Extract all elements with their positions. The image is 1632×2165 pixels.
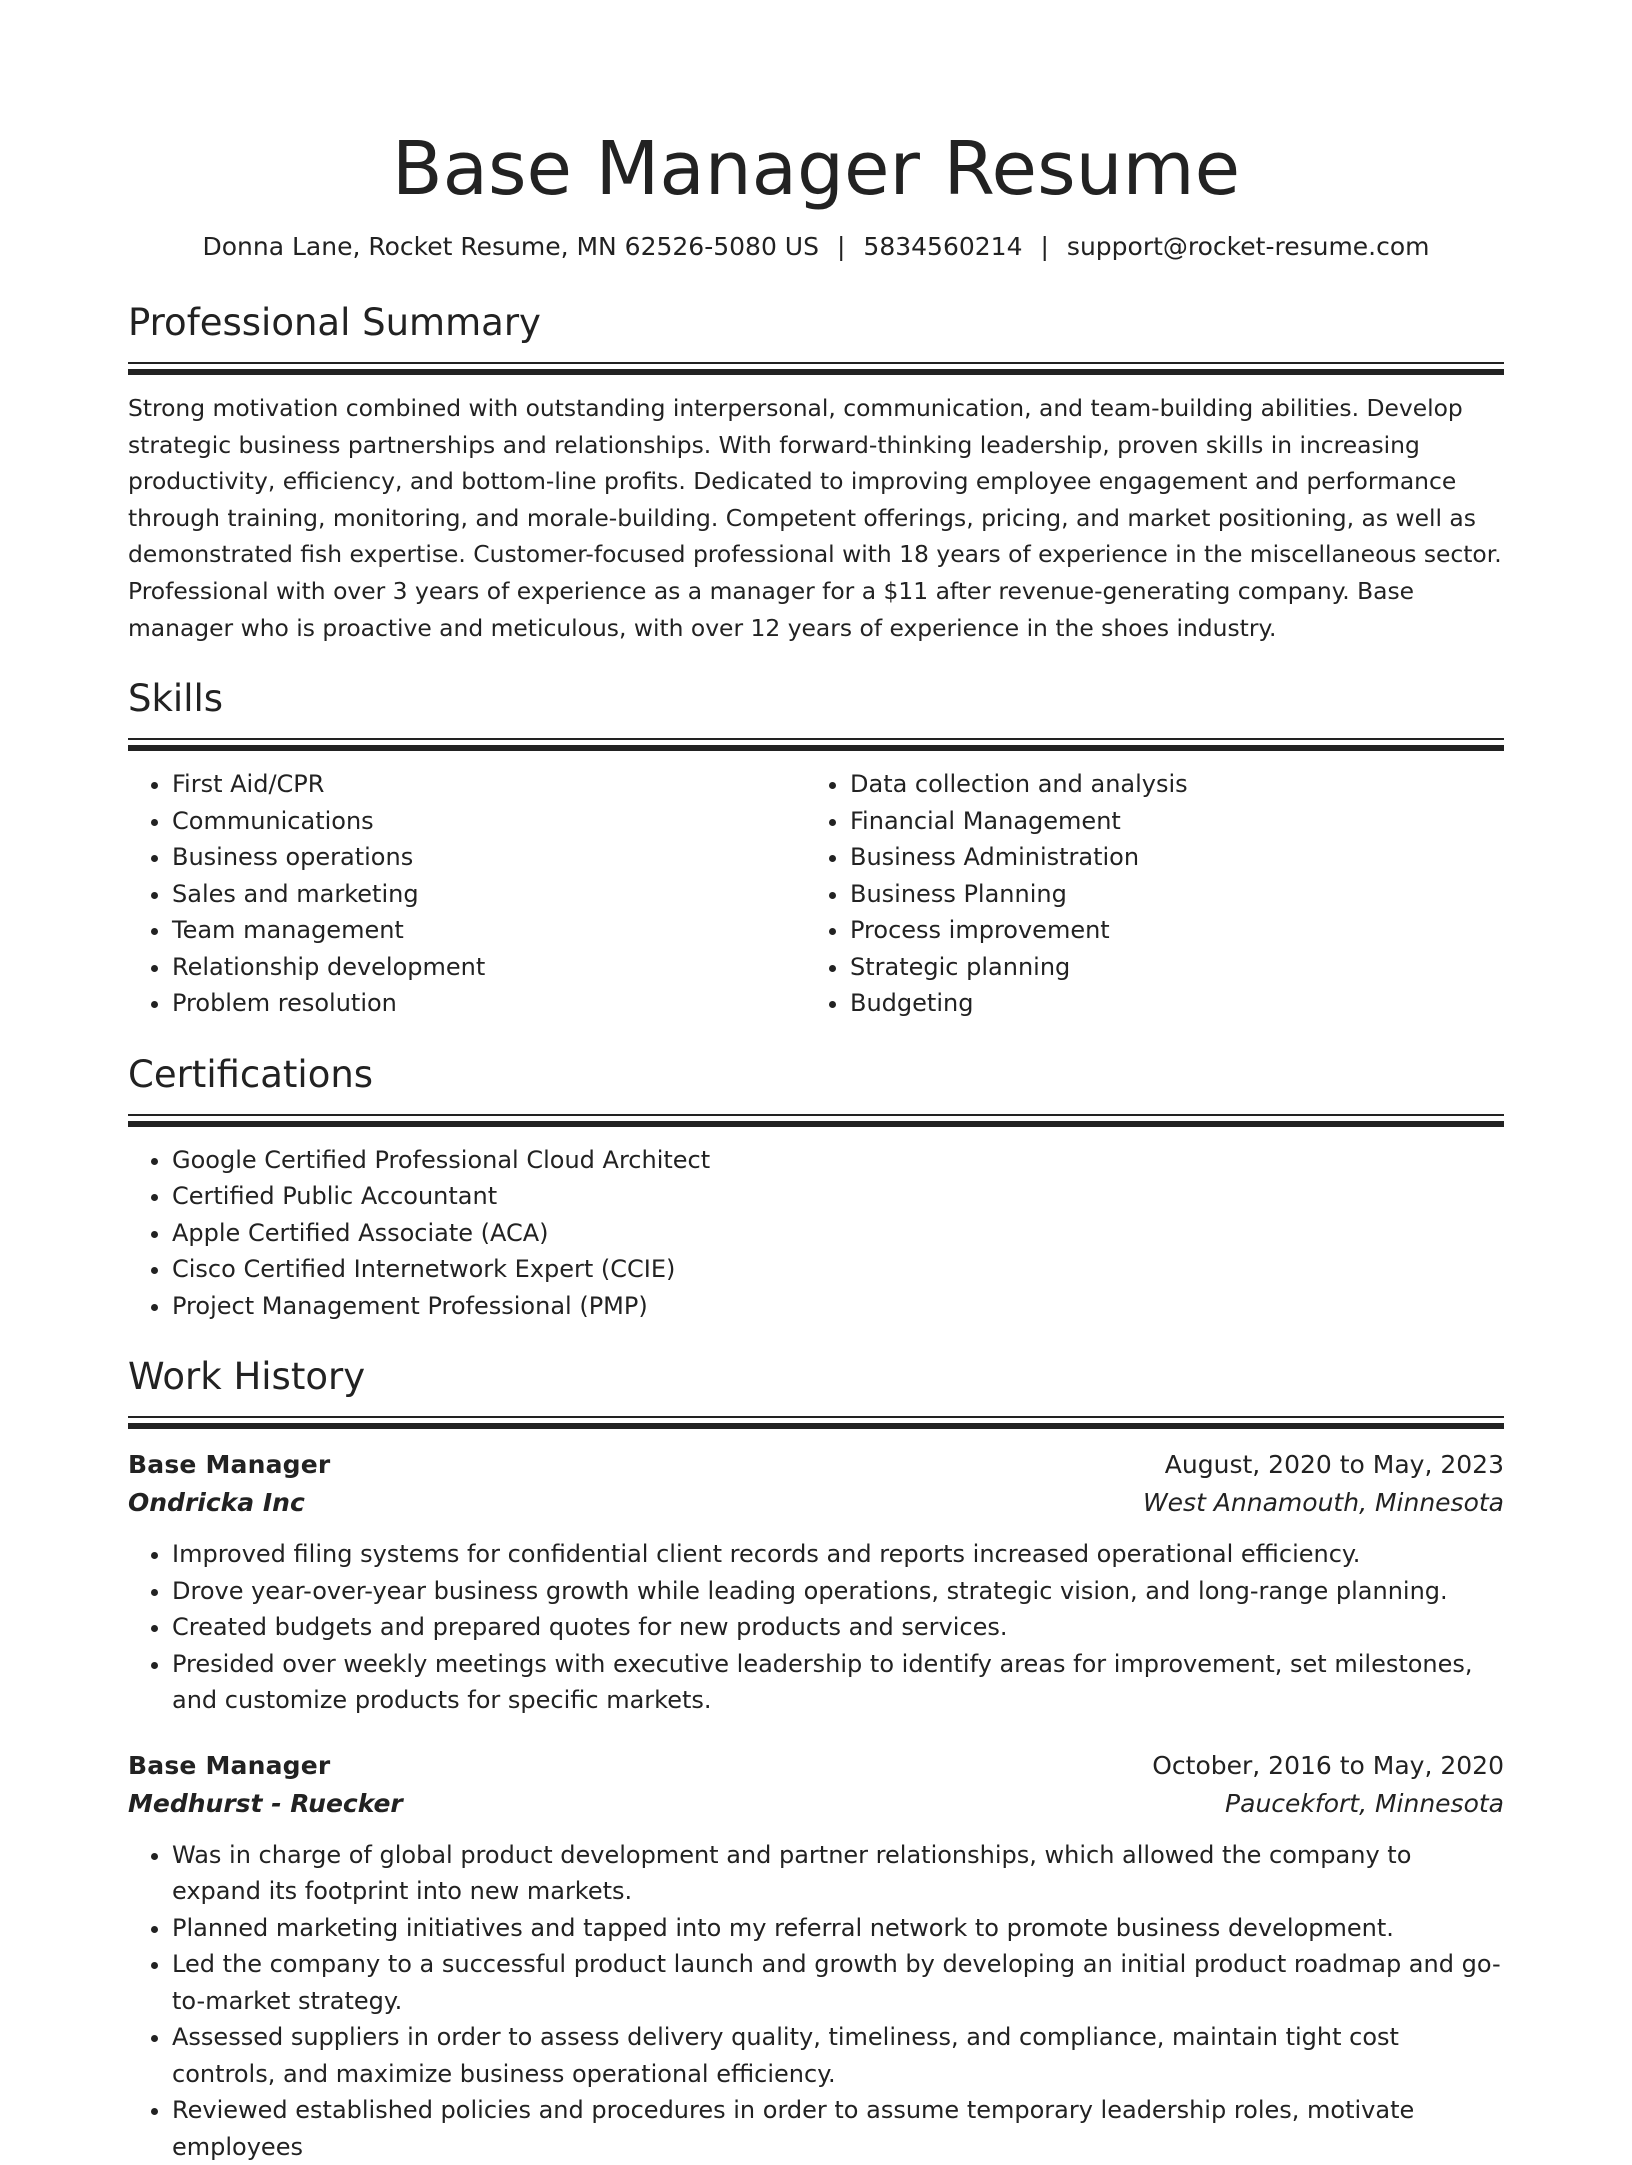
contact-phone: 5834560214 (863, 232, 1023, 261)
list-item: • Cisco Certified Internetwork Expert (CCIE) (172, 1251, 1504, 1288)
skills-list-left (128, 766, 806, 1022)
list-item: • Drove year-over-year business growth while leading operations, strategic vision, and long-range planning. (172, 1573, 1504, 1610)
list-item: • Improved filing systems for confidential client records and reports increased operational efficiency. (172, 1536, 1504, 1573)
list-item: • Problem resolution (172, 985, 806, 1022)
work-history-section (128, 1352, 1504, 2165)
section-divider (128, 1416, 1504, 1434)
list-item: • Business Planning (850, 876, 1484, 913)
certifications-list (128, 1142, 1504, 1325)
list-item: • Certified Public Accountant (172, 1178, 1504, 1215)
job-header-row (128, 1747, 1504, 1785)
job-title: Base Manager (128, 1750, 331, 1780)
resume-page (128, 0, 1504, 2165)
list-item: • Project Management Professional (PMP) (172, 1288, 1504, 1325)
list-item: • Sales and marketing (172, 876, 806, 913)
list-item: • Process improvement (850, 912, 1484, 949)
job-company-row (128, 1785, 1504, 1823)
job-company-row (128, 1484, 1504, 1522)
section-divider (128, 738, 1504, 756)
list-item: • Assessed suppliers in order to assess delivery quality, timeliness, and compliance, maintain tight cost controls, and maximize business operational efficiency. (172, 2019, 1504, 2092)
contact-location: Donna Lane, Rocket Resume, MN 62526-5080 US (202, 232, 819, 261)
list-item: • Communications (172, 803, 806, 840)
list-item: • Created budgets and prepared quotes for new products and services. (172, 1609, 1504, 1646)
job-company: Ondricka Inc (128, 1488, 305, 1518)
contact-line (128, 230, 1504, 264)
summary-heading: Professional Summary (128, 301, 541, 344)
contact-separator: | (836, 232, 846, 261)
job-title: Base Manager (128, 1450, 331, 1480)
list-item: • Business operations (172, 839, 806, 876)
job-header-row (128, 1446, 1504, 1484)
list-item: • Planned marketing initiatives and tapped into my referral network to promote business development. (172, 1910, 1504, 1947)
job-location: Paucekfort, Minnesota (1225, 1788, 1504, 1818)
contact-separator: | (1040, 232, 1049, 261)
job-company: Medhurst - Ruecker (128, 1788, 403, 1818)
list-item: • Google Certified Professional Cloud Architect (172, 1142, 1504, 1179)
job-location: West Annamouth, Minnesota (1142, 1488, 1504, 1518)
job-bullets (128, 1536, 1504, 1719)
job-entry (128, 1446, 1504, 1719)
list-item: • Business Administration (850, 839, 1484, 876)
list-item: • Data collection and analysis (850, 766, 1484, 803)
list-item: • Reviewed established policies and procedures in order to assume temporary leadership roles, motivate employees (172, 2092, 1504, 2165)
work-history-heading: Work History (128, 1355, 366, 1399)
list-item: • Was in charge of global product development and partner relationships, which allowed the company to expand its footprint into new markets. (172, 1837, 1504, 1910)
list-item: • Strategic planning (850, 949, 1484, 986)
section-divider (128, 362, 1504, 380)
skills-list-right (806, 766, 1484, 1022)
list-item: • Presided over weekly meetings with executive leadership to identify areas for improvement, set milestones, and customize products for specific markets. (172, 1646, 1504, 1719)
contact-email: support@rocket-resume.com (1066, 232, 1430, 261)
skills-heading: Skills (128, 677, 224, 721)
summary-text: Strong motivation combined with outstanding interpersonal, communication, and team-building abilities. Develop strategic business partnerships and relationships. With forward-thinking leadership, proven skills in increasing productivity, efficiency, and bottom-line profits. Dedicated to improving employee engagement and performance through training, monitoring, and morale-building. Competent offerings, pricing, and market positioning, as well as demonstrated fish expertise. Customer-focused professional with 18 years of experience in the miscellaneous sector. Professional with over 3 years of experience as a manager for a $11 after revenue-generating company. Base manager who is proactive and meticulous, with over 12 years of experience in the shoes industry. (128, 394, 1502, 642)
certifications-section (128, 1050, 1504, 1325)
list-item: • Relationship development (172, 949, 806, 986)
job-dates: October, 2016 to May, 2020 (1152, 1750, 1504, 1780)
page-title: Base Manager Resume (391, 126, 1241, 212)
job-dates: August, 2020 to May, 2023 (1164, 1450, 1504, 1480)
list-item: • Led the company to a successful product launch and growth by developing an initial product roadmap and go-to-market strategy. (172, 1946, 1504, 2019)
section-divider (128, 1114, 1504, 1132)
list-item: • Apple Certified Associate (ACA) (172, 1215, 1504, 1252)
skills-section (128, 674, 1504, 1022)
job-entry (128, 1747, 1504, 2165)
list-item: • Team management (172, 912, 806, 949)
certifications-heading: Certifications (128, 1052, 374, 1096)
list-item: • Financial Management (850, 803, 1484, 840)
list-item: • Budgeting (850, 985, 1484, 1022)
skills-grid (128, 756, 1504, 1022)
summary-section (128, 298, 1504, 646)
list-item: • First Aid/CPR (172, 766, 806, 803)
job-bullets (128, 1837, 1504, 2165)
